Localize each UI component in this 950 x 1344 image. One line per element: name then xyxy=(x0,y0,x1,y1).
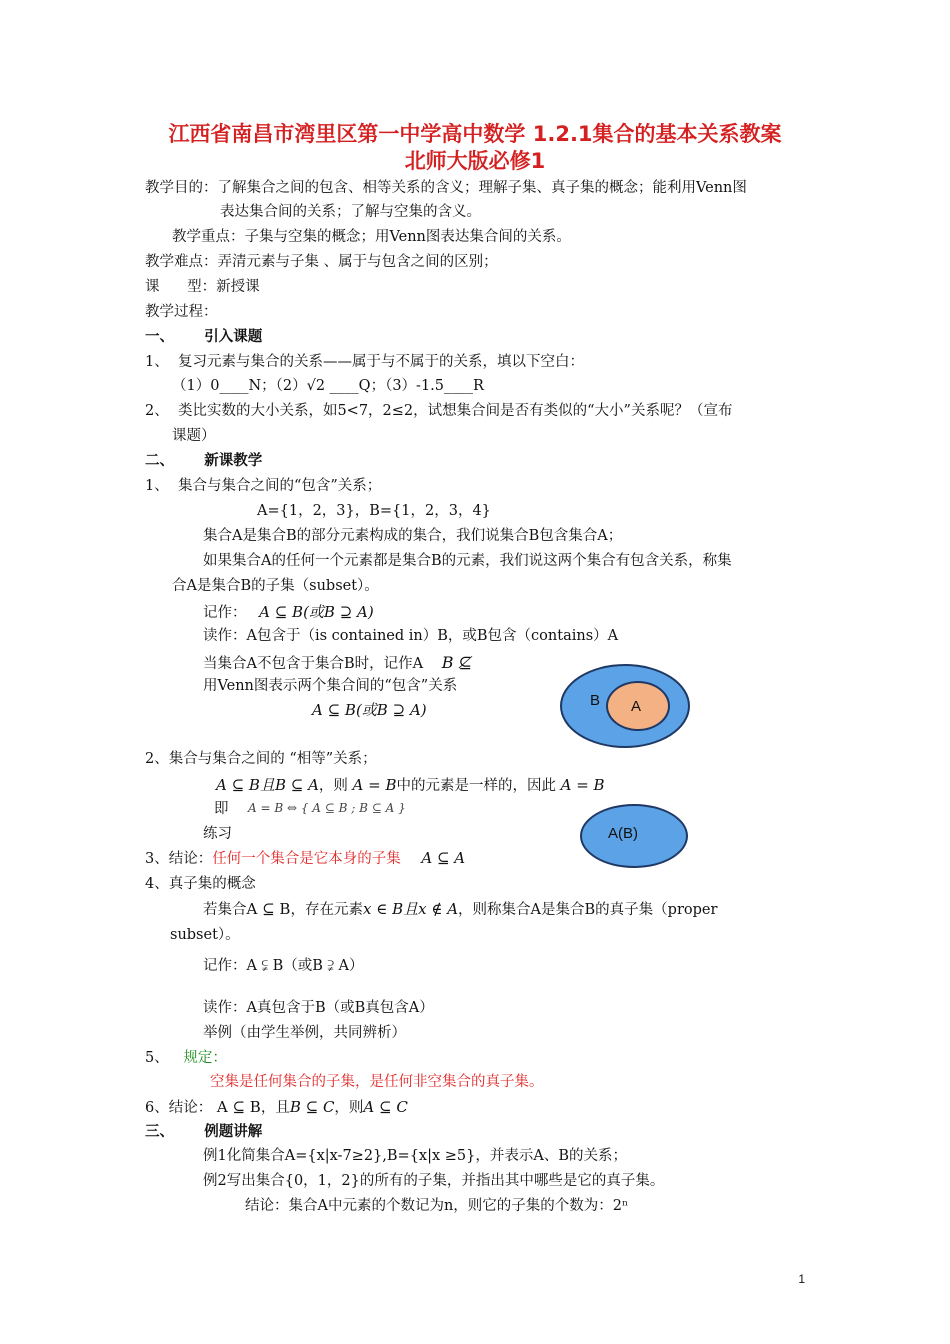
sec2-p1-def-b: 合A是集合B的子集（subset）。 xyxy=(172,578,379,594)
example-2: 例2写出集合{0，1，2}的所有的子集，并指出其中哪些是它的真子集。 xyxy=(203,1173,665,1189)
sec2-p6 xyxy=(145,1098,408,1117)
teaching-focus: 教学重点：子集与空集的概念；用Venn图表达集合间的关系。 xyxy=(172,229,571,245)
sec2-p4-def xyxy=(203,900,717,919)
equal-math: A = B xyxy=(352,776,397,794)
transitive-m1: A ⊆ B xyxy=(216,1098,261,1116)
sec1-item2-a: 2、 类比实数的大小关系，如5<7，2≤2，试想集合间是否有类似的“大小”关系呢？（宣布 xyxy=(145,403,733,419)
self-subset-math: A ⊆ A xyxy=(421,849,466,867)
sec2-p1-desc: 集合A是集合B的部分元素构成的集合，我们说集合B包含集合A； xyxy=(203,528,623,544)
subset-count-conclusion: 结论：集合A中元素的个数记为n，则它的子集的个数为：2ⁿ xyxy=(245,1198,629,1214)
sec2-p1-venn: 用Venn图表示两个集合间的“包含”关系 xyxy=(203,678,458,694)
sec2-p1-def-a: 如果集合A的任何一个元素都是集合B的元素，我们说这两个集合有包含关系，称集 xyxy=(203,553,732,569)
conclusion-red-text: 任何一个集合是它本身的子集 xyxy=(212,851,401,867)
both-subset-math: A ⊆ B且B ⊆ A xyxy=(216,776,319,794)
transitive-m2: B ⊆ C xyxy=(289,1098,335,1116)
sec1-item1-fill: （1）0____N；（2）√2 ____Q；（3）-1.5____R xyxy=(172,378,484,394)
sec2-p4-read: 读作：A真包含于B（或B真包含A） xyxy=(203,1000,434,1016)
conclusion6-label: 6、结论： xyxy=(145,1100,213,1116)
sec2-p2: 2、集合与集合之间的 “相等”关系； xyxy=(145,751,377,767)
sec2-p4-def2: subset）。 xyxy=(170,927,240,943)
transitive-m3: A ⊆ C xyxy=(363,1098,408,1116)
rule-number: 5、 xyxy=(145,1050,169,1066)
sec2-p1-write xyxy=(203,603,374,622)
not-subset-symbol: B ⊈ xyxy=(441,653,472,672)
sec2-p4-example: 举例（由学生举例，共同辨析） xyxy=(203,1025,406,1041)
sec2-p1-read: 读作：A包含于（is contained in）B，或B包含（contains）A xyxy=(203,628,619,644)
equivalence-math: A = B ⇔ { A ⊆ B ; B ⊆ A } xyxy=(248,801,406,815)
sec2-practice: 练习 xyxy=(203,826,232,842)
rule-label: 规定： xyxy=(183,1050,227,1066)
sec2-p1-sets: A={1，2，3}，B={1，2，3，4} xyxy=(257,503,491,519)
lesson-type: 课 型：新授课 xyxy=(145,279,260,295)
if-text: 若集合 xyxy=(203,902,247,918)
sec2-p2-equality xyxy=(216,776,605,795)
element-math: x ∈ B且x ∉ A xyxy=(362,900,459,918)
section-1-heading: 一、 引入课题 xyxy=(145,329,263,345)
conclusion-label: 3、结论： xyxy=(145,851,213,867)
sec2-p2-ji: 即 xyxy=(214,801,229,817)
example-1: 例1化简集合A={x|x-7≥2},B={x|x ≥5}，并表示A、B的关系； xyxy=(203,1148,627,1164)
section-3-heading: 三、 例题讲解 xyxy=(145,1124,263,1140)
exist-text: ，存在元素 xyxy=(290,902,363,918)
teaching-goal-line2: 表达集合间的关系；了解与空集的含义。 xyxy=(220,204,481,220)
and-text: ，且 xyxy=(260,1100,290,1116)
page-subtitle: 北师大版必修1 xyxy=(404,149,546,173)
section-2-heading: 二、 新课教学 xyxy=(145,453,263,469)
subset-math: A ⊆ B xyxy=(246,900,291,918)
sec1-item1: 1、 复习元素与集合的关系——属于与不属于的关系，填以下空白： xyxy=(145,354,584,370)
same-elements-text: 中的元素是一样的，因此 xyxy=(396,778,556,794)
sec2-p3 xyxy=(145,849,465,868)
sec2-p5 xyxy=(145,1050,227,1067)
teaching-process: 教学过程： xyxy=(145,304,218,320)
teaching-goal-line1: 教学目的：了解集合之间的包含、相等关系的含义；理解子集、真子集的概念；能利用Venn图 xyxy=(145,180,747,196)
then-text-2: ，则 xyxy=(334,1100,364,1116)
venn-label-b: B xyxy=(590,692,601,709)
page-title: 江西省南昌市湾里区第一中学高中数学 1.2.1集合的基本关系教案 xyxy=(168,122,782,146)
empty-set-rule: 空集是任何集合的子集，是任何非空集合的真子集。 xyxy=(210,1074,544,1090)
proper-subset-def: ，则称集合A是集合B的真子集（proper xyxy=(458,902,718,918)
sec2-p1-not xyxy=(203,653,472,673)
venn-subset-notation: A ⊆ B(或B ⊇ A) xyxy=(312,701,427,719)
teaching-difficulty: 教学难点：弄清元素与子集 、属于与包含之间的区别； xyxy=(145,254,498,270)
subset-notation: A ⊆ B(或B ⊇ A) xyxy=(259,603,374,621)
sec1-item2-b: 课题） xyxy=(172,428,216,444)
then-text: ，则 xyxy=(318,778,348,794)
sec2-p4-write: 记作：A ⫋ B（或B ⫌ A） xyxy=(203,958,364,974)
sec2-p4: 4、真子集的概念 xyxy=(145,876,256,892)
sec2-p1: 1、 集合与集合之间的“包含”关系； xyxy=(145,478,382,494)
venn-label-ab: A(B) xyxy=(608,825,638,842)
page-number: 1 xyxy=(798,1272,805,1286)
not-subset-text: 当集合A不包含于集合B时，记作A xyxy=(203,656,424,672)
venn-label-a: A xyxy=(631,698,642,715)
equal-math-2: A = B xyxy=(560,776,605,794)
write-label: 记作： xyxy=(203,605,247,621)
